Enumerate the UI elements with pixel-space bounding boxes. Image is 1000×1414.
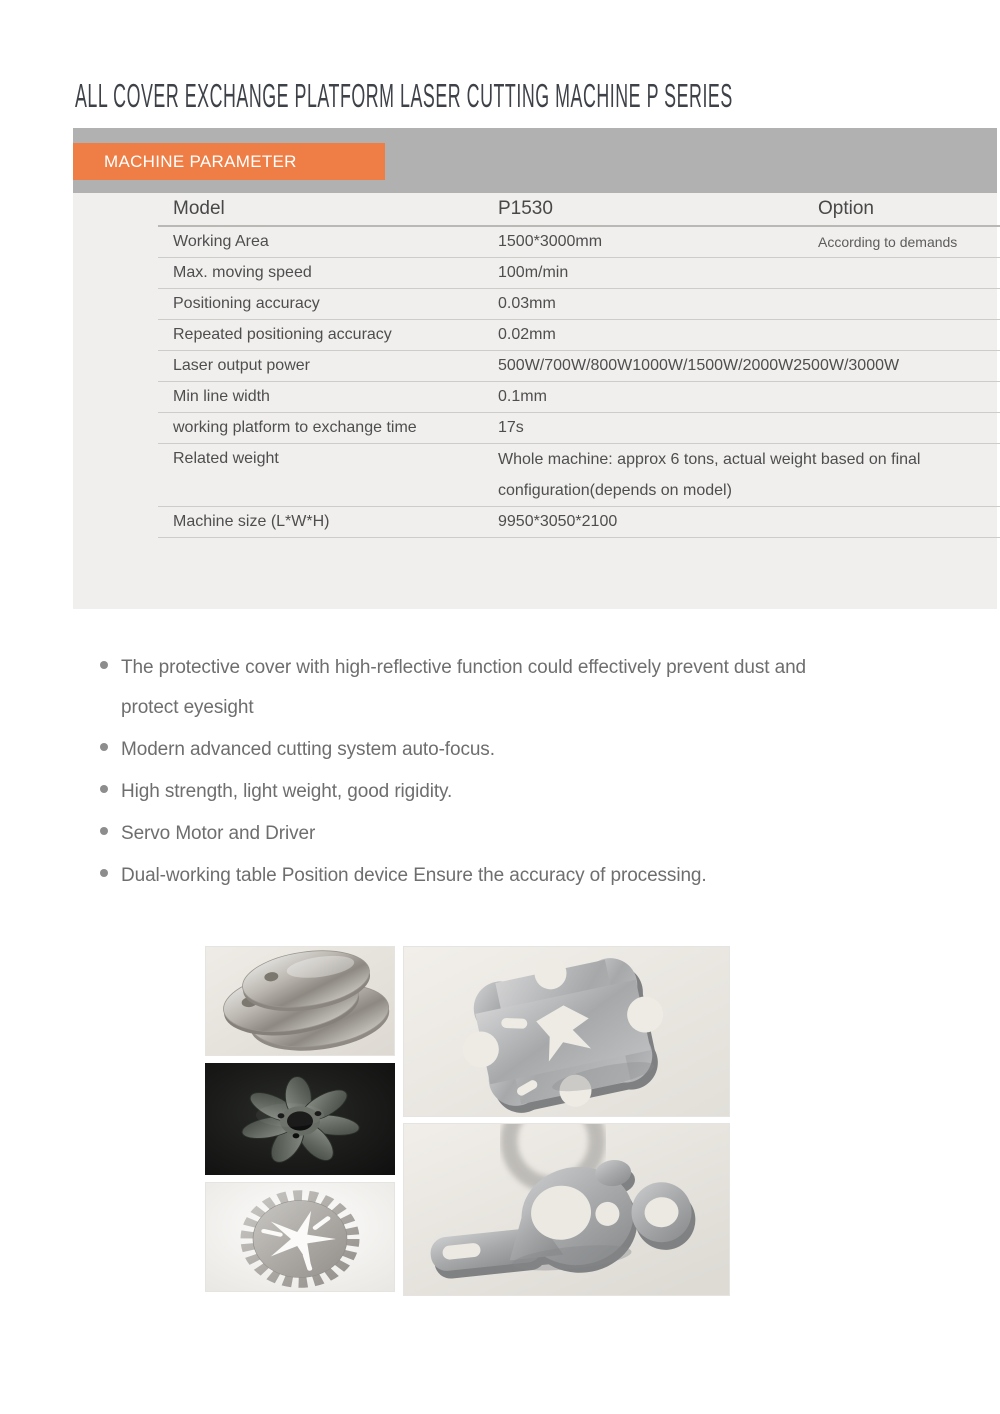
parameter-table <box>158 193 1000 538</box>
row-value: 500W/700W/800W1000W/1500W/2000W2500W/3000W <box>498 357 900 374</box>
header-model: Model <box>173 198 225 219</box>
table-row <box>158 351 1000 382</box>
discs-illustration <box>205 946 395 1056</box>
row-value: Whole machine: approx 6 tons, actual weight based on final configuration(depends on model) <box>498 451 921 499</box>
header-p1530: P1530 <box>498 198 553 219</box>
feature-item <box>100 730 815 770</box>
row-label: Laser output power <box>173 357 310 374</box>
row-label: Repeated positioning accuracy <box>173 326 392 343</box>
stacked-metal-discs-photo <box>205 946 395 1056</box>
bullet-dot-icon <box>100 827 108 835</box>
page-title: ALL COVER EXCHANGE PLATFORM LASER CUTTING MACHINE P SERIES <box>75 77 733 114</box>
clover-shaped-cut-part-photo <box>403 946 730 1117</box>
gear-with-star-cutout-photo <box>205 1182 395 1292</box>
table-row <box>158 507 1000 538</box>
row-value: 1500*3000mm <box>498 233 603 250</box>
animal-head-cut-part-photo <box>403 1123 730 1296</box>
feature-item <box>100 814 815 854</box>
row-label: Machine size (L*W*H) <box>173 513 330 530</box>
table-row <box>158 258 1000 289</box>
table-row <box>158 320 1000 351</box>
row-label: Working Area <box>173 233 269 250</box>
bullet-dot-icon <box>100 869 108 877</box>
feature-item <box>100 648 815 728</box>
bullet-dot-icon <box>100 743 108 751</box>
table-header-row <box>158 193 1000 227</box>
table-row <box>158 382 1000 413</box>
row-value: 100m/min <box>498 264 569 281</box>
feature-text: Servo Motor and Driver <box>121 823 316 844</box>
bullet-dot-icon <box>100 661 108 669</box>
bullet-dot-icon <box>100 785 108 793</box>
feature-text: Modern advanced cutting system auto-focus. <box>121 739 495 760</box>
row-value: 17s <box>498 419 524 436</box>
flower-illustration <box>205 1063 395 1175</box>
feature-text: High strength, light weight, good rigidity. <box>121 781 453 802</box>
row-label: Positioning accuracy <box>173 295 320 312</box>
row-value: 0.1mm <box>498 388 547 405</box>
row-label: Max. moving speed <box>173 264 312 281</box>
row-label: Min line width <box>173 388 270 405</box>
table-row <box>158 227 1000 258</box>
feature-item <box>100 856 815 896</box>
feature-text: The protective cover with high-reflective function could effectively prevent dust and protect eyesight <box>121 657 807 718</box>
flower-shaped-cut-part-photo <box>205 1063 395 1175</box>
table-row <box>158 289 1000 320</box>
row-value: 0.03mm <box>498 295 556 312</box>
row-value: 0.02mm <box>498 326 556 343</box>
feature-text: Dual-working table Position device Ensure the accuracy of processing. <box>121 865 707 886</box>
row-value: 9950*3050*2100 <box>498 513 618 530</box>
table-row <box>158 413 1000 444</box>
feature-item <box>100 772 815 812</box>
row-option: According to demands <box>818 234 958 250</box>
parameter-panel <box>73 193 997 609</box>
table-row <box>158 444 1000 507</box>
row-label: Related weight <box>173 450 279 467</box>
row-label: working platform to exchange time <box>173 419 417 436</box>
clover-illustration <box>403 946 730 1117</box>
feature-list <box>100 648 815 898</box>
gear-illustration <box>205 1182 395 1292</box>
animal-head-illustration <box>403 1123 730 1296</box>
machine-parameter-banner: MACHINE PARAMETER <box>73 143 385 180</box>
header-option: Option <box>818 198 874 219</box>
